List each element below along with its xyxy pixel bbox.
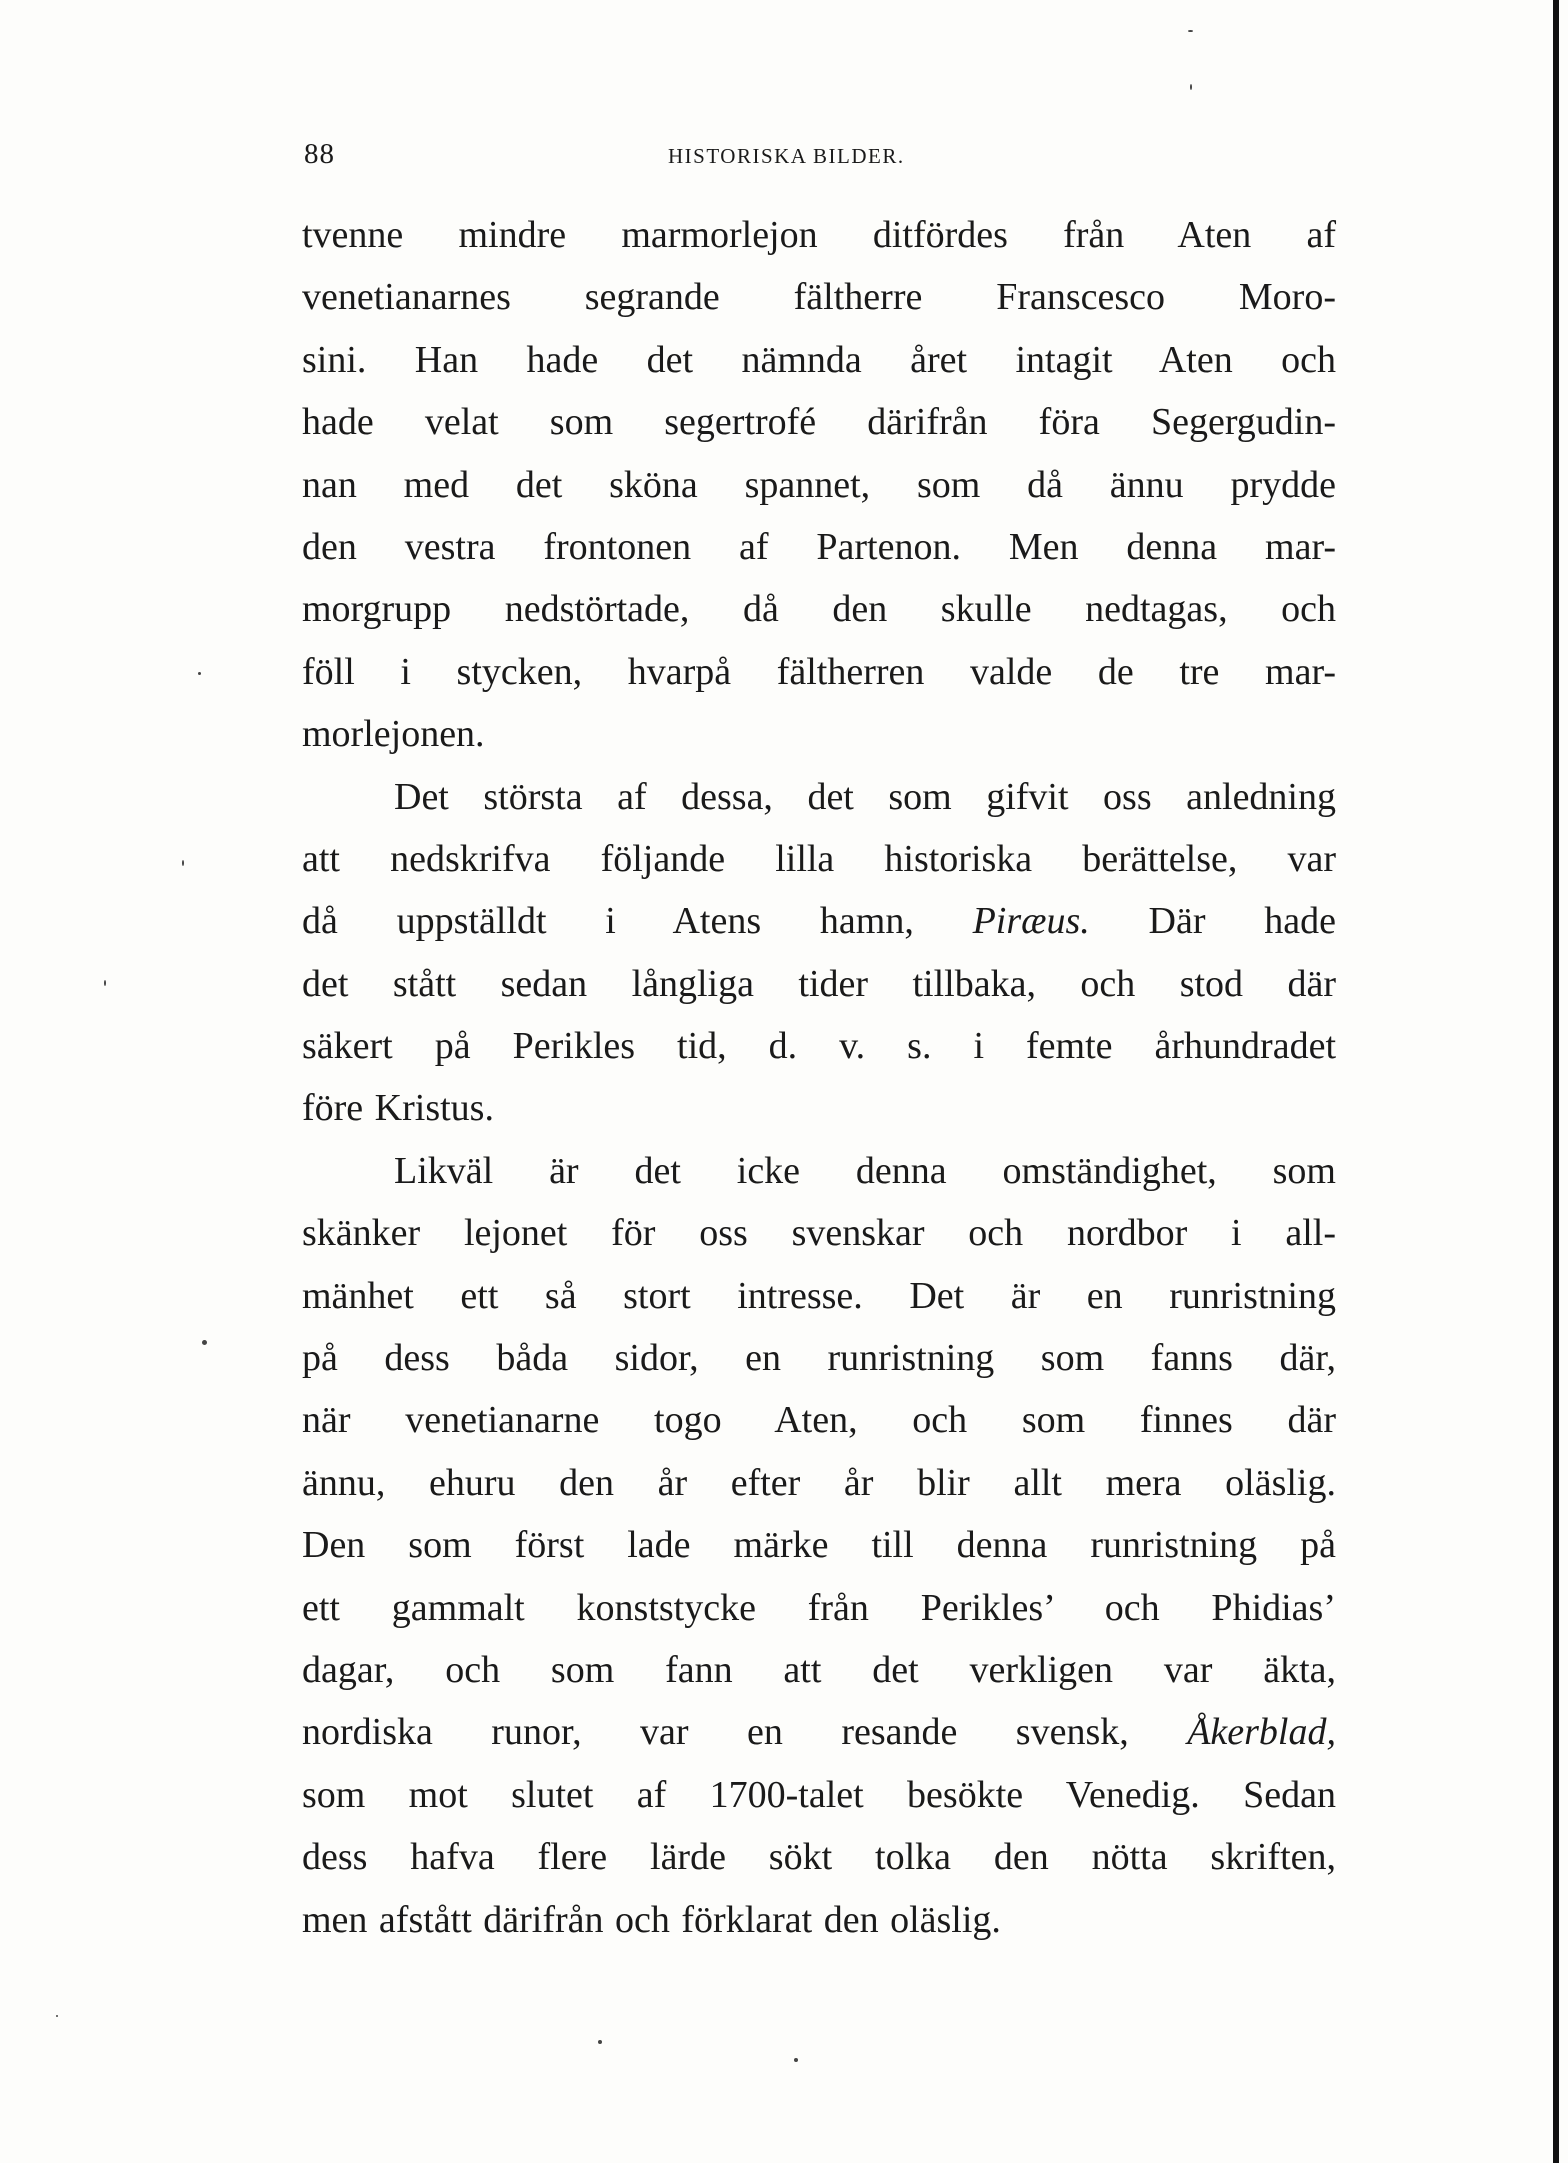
body-text bbox=[302, 204, 1336, 1951]
text-line: venetianarnes segrande fältherre Franscesco Moro- bbox=[302, 276, 1336, 319]
ink-speck bbox=[1190, 84, 1192, 90]
text-line: föll i stycken, hvarpå fältherren valde de tre mar- bbox=[302, 650, 1336, 693]
page-edge-shadow bbox=[1553, 0, 1559, 2163]
text-line: Den som först lade märke till denna runristning på bbox=[302, 1524, 1336, 1567]
ink-speck bbox=[104, 980, 106, 986]
text-line: men afstått därifrån och förklarat den oläslig. bbox=[302, 1898, 1001, 1941]
running-title: HISTORISKA BILDER. bbox=[668, 144, 905, 168]
text-line: det stått sedan långliga tider tillbaka, och stod där bbox=[302, 962, 1336, 1005]
ink-speck bbox=[1188, 30, 1193, 32]
text-line: hade velat som segertrofé därifrån föra Segergudin- bbox=[302, 401, 1336, 444]
text-line: på dess båda sidor, en runristning som fanns där, bbox=[302, 1337, 1336, 1380]
text-line: när venetianarne togo Aten, och som finnes där bbox=[302, 1399, 1336, 1442]
text-line bbox=[302, 890, 1336, 952]
ink-speck bbox=[598, 2040, 602, 2044]
text-run: Där hade bbox=[1089, 900, 1336, 943]
ink-speck bbox=[202, 1340, 207, 1345]
text-line: morgrupp nedstörtade, då den skulle nedtagas, och bbox=[302, 588, 1336, 631]
text-run: då uppställdt i Atens hamn, bbox=[302, 900, 973, 943]
text-line: att nedskrifva följande lilla historiska berättelse, var bbox=[302, 837, 1336, 880]
text-line: dess hafva flere lärde sökt tolka den nötta skriften, bbox=[302, 1836, 1336, 1879]
text-line bbox=[302, 1701, 1336, 1763]
text-line: Det största af dessa, det som gifvit oss anledning bbox=[394, 775, 1336, 818]
text-line: före Kristus. bbox=[302, 1087, 494, 1130]
ink-speck bbox=[182, 860, 184, 866]
ink-speck bbox=[56, 2015, 58, 2017]
text-line: som mot slutet af 1700-talet besökte Venedig. Sedan bbox=[302, 1773, 1336, 1816]
text-line: säkert på Perikles tid, d. v. s. i femte århundradet bbox=[302, 1025, 1336, 1068]
text-line: nan med det sköna spannet, som då ännu prydde bbox=[302, 463, 1336, 506]
page-number: 88 bbox=[304, 138, 335, 170]
italic-person-name: Åkerblad, bbox=[1187, 1711, 1336, 1754]
italic-place-name: Piræus. bbox=[972, 900, 1090, 943]
text-line: skänker lejonet för oss svenskar och nordbor i all- bbox=[302, 1212, 1336, 1255]
text-line: dagar, och som fann att det verkligen var äkta, bbox=[302, 1648, 1336, 1691]
text-line: sini. Han hade det nämnda året intagit Aten och bbox=[302, 338, 1336, 381]
text-line: morlejonen. bbox=[302, 713, 485, 756]
ink-speck bbox=[794, 2058, 798, 2062]
text-line: ett gammalt konststycke från Perikles’ och Phidias’ bbox=[302, 1586, 1336, 1629]
text-run: nordiska runor, var en resande svensk, bbox=[302, 1711, 1188, 1754]
running-head bbox=[304, 138, 1336, 178]
text-line: tvenne mindre marmorlejon ditfördes från Aten af bbox=[302, 214, 1336, 256]
text-line: den vestra frontonen af Partenon. Men denna mar- bbox=[302, 525, 1336, 568]
text-line: ännu, ehuru den år efter år blir allt mera oläslig. bbox=[302, 1461, 1336, 1504]
text-line: mänhet ett så stort intresse. Det är en runristning bbox=[302, 1274, 1336, 1317]
text-line: Likväl är det icke denna omständighet, som bbox=[394, 1149, 1336, 1192]
ink-speck bbox=[198, 672, 201, 675]
